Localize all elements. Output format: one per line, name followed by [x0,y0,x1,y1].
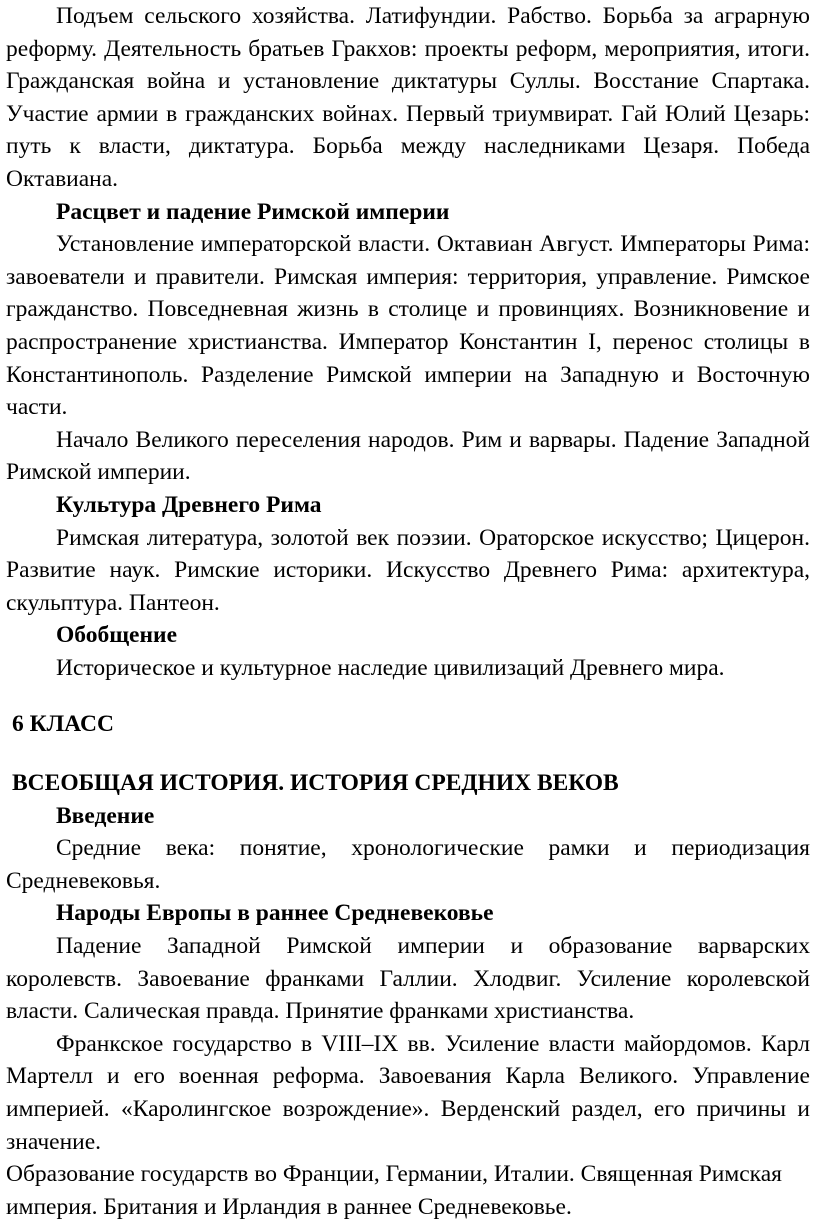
paragraph-state-formation: Образование государств во Франции, Германии, Италии. Священная Римская империя. Британия и Ирландия в раннее Средневековье. [6,1161,782,1220]
paragraph-summary: Историческое и культурное наследие цивилизаций Древнего мира. [56,654,725,681]
paragraph-roman-culture: Римская литература, золотой век поэзии. Ораторское искусство; Цицерон. Развитие наук. Римские историки. Искусство Древнего Рима: архитектура, скульптура. Пантеон. [6,524,810,616]
section-heading-middle-ages: ВСЕОБЩАЯ ИСТОРИЯ. ИСТОРИЯ СРЕДНИХ ВЕКОВ [12,770,619,797]
subheading-introduction: Введение [56,802,155,829]
paragraph-roman-republic-crisis: Подъем сельского хозяйства. Латифундии. Рабство. Борьба за аграрную реформу. Деятельность братьев Гракхов: проекты реформ, мероприятия, итоги. Гражданская война и установление диктатуры Суллы. Восстание Спартака. Участие армии в гражданских войнах. Первый триумвират. Гай Юлий Цезарь: путь к власти, диктатура. Борьба между наследниками Цезаря. Победа Октавиана. [6,3,810,192]
subheading-early-middle-ages: Народы Европы в раннее Средневековье [56,900,494,927]
subheading-rise-fall-empire: Расцвет и падение Римской империи [56,198,450,225]
paragraph-migration-period: Начало Великого переселения народов. Рим и варвары. Падение Западной Римской империи. [6,426,810,486]
paragraph-introduction: Средние века: понятие, хронологические рамки и периодизация Средневековья. [6,835,810,894]
grade-heading: 6 КЛАСС [12,711,114,738]
paragraph-imperial-power: Установление императорской власти. Октавиан Август. Императоры Рима: завоеватели и правители. Римская империя: территория, управление. Римское гражданство. Повседневная жизнь в столице и провинциях. Возникновение и распространение христианства. Император Константин I, перенос столицы в Константинополь. Разделение Римской империи на Западную и Восточную части. [6,231,810,421]
subheading-summary: Обобщение [56,622,177,649]
subheading-roman-culture: Культура Древнего Рима [56,491,322,518]
paragraph-frankish-state: Франкское государство в VIII–IX вв. Усиление власти майордомов. Карл Мартелл и его военная реформа. Завоевания Карла Великого. Управление империей. «Каролингское возрождение». Верденский раздел, его причины и значение. [6,1030,810,1155]
paragraph-barbarian-kingdoms: Падение Западной Римской империи и образование варварских королевств. Завоевание франками Галлии. Хлодвиг. Усиление королевской власти. Салическая правда. Принятие франками христианства. [6,933,810,1025]
